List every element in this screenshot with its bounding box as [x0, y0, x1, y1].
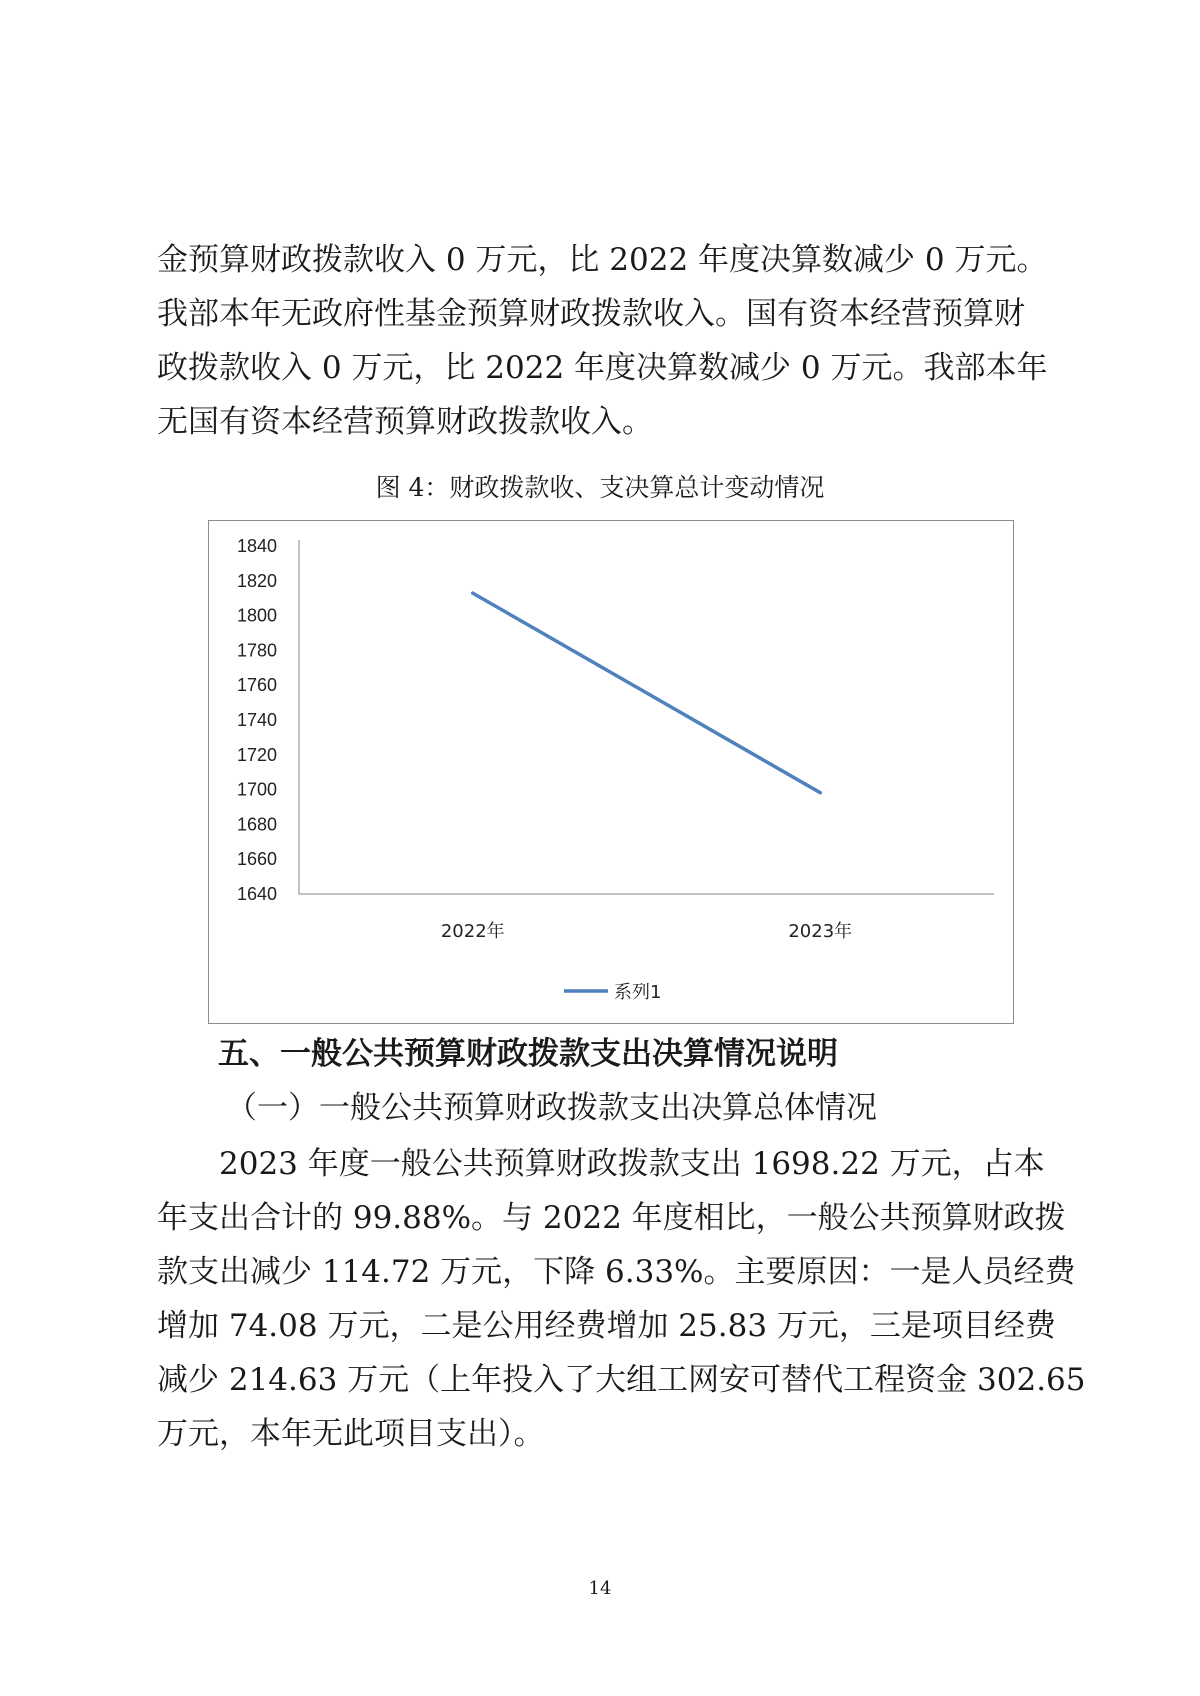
text-line: 金预算财政拨款收入 0 万元，比 2022 年度决算数减少 0 万元。 — [157, 242, 1048, 278]
paragraph-top — [157, 233, 1047, 449]
section-heading: 五、一般公共预算财政拨款支出决算情况说明 — [218, 1036, 838, 1072]
text-line: 万元，本年无此项目支出）。 — [157, 1416, 545, 1452]
y-tick-label: 1700 — [236, 779, 277, 800]
y-tick-label: 1680 — [236, 814, 277, 835]
chart-canvas — [209, 521, 1015, 1025]
y-tick-label: 1800 — [236, 605, 277, 626]
line-chart — [208, 520, 1014, 1024]
text-line: 我部本年无政府性基金预算财政拨款收入。国有资本经营预算财 — [157, 296, 1025, 332]
y-tick-label: 1760 — [236, 675, 277, 696]
y-tick-label: 1780 — [236, 640, 277, 661]
x-tick-label: 2022年 — [440, 921, 505, 942]
legend-label: 系列1 — [614, 982, 662, 1003]
subsection-heading: （一）一般公共预算财政拨款支出决算总体情况 — [226, 1090, 877, 1126]
y-tick-label: 1720 — [236, 744, 277, 765]
text-line: 2023 年度一般公共预算财政拨款支出 1698.22 万元，占本 — [157, 1146, 1045, 1182]
text-line: 款支出减少 114.72 万元，下降 6.33%。主要原因：一是人员经费 — [157, 1254, 1076, 1290]
y-tick-label: 1740 — [236, 710, 277, 730]
series-line — [473, 593, 821, 793]
y-tick-label: 1820 — [236, 570, 277, 591]
figure-caption: 图 4：财政拨款收、支决算总计变动情况 — [375, 473, 825, 502]
y-tick-label: 1660 — [236, 849, 277, 870]
paragraph-bottom — [157, 1137, 1086, 1461]
text-line: 减少 214.63 万元（上年投入了大组工网安可替代工程资金 302.65 — [157, 1362, 1086, 1398]
y-tick-label: 1640 — [236, 884, 277, 904]
text-line: 无国有资本经营预算财政拨款收入。 — [157, 404, 653, 440]
text-line: 增加 74.08 万元，二是公用经费增加 25.83 万元，三是项目经费 — [157, 1308, 1056, 1344]
text-line: 政拨款收入 0 万元，比 2022 年度决算数减少 0 万元。我部本年 — [157, 350, 1048, 386]
text-line: 年支出合计的 99.88%。与 2022 年度相比，一般公共预算财政拨 — [157, 1200, 1066, 1236]
page-number: 14 — [588, 1578, 612, 1599]
x-tick-label: 2023年 — [788, 921, 853, 942]
y-tick-label: 1840 — [236, 536, 277, 556]
